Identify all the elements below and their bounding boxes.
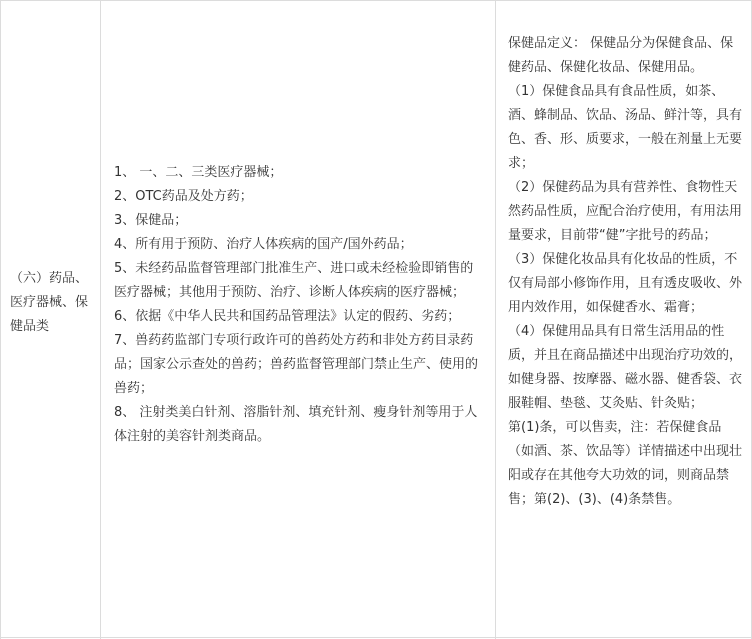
list-item: 7、兽药药监部门专项行政许可的兽药处方药和非处方药目录药品；国家公示查处的兽药；兽药监督管理部门禁止生产、使用的兽药； [114,333,479,396]
note-paragraph: （4）保健用品具有日常生活用品的性质，并且在商品描述中出现治疗功效的，如健身器、按摩器、磁水器、健香袋、衣服鞋帽、垫毯、艾灸贴、针灸贴； [508,324,743,411]
note-paragraph: （1）保健食品具有食品性质，如茶、酒、蜂制品、饮品、汤品、鲜汁等，具有色、香、形、质要求，一般在剂量上无要求； [508,84,743,171]
note-paragraph: （3）保健化妆品具有化妆品的性质，不仅有局部小修饰作用，且有透皮吸收、外用内效作用，如保健香水、霜膏； [508,252,743,315]
note-paragraph: 保健品定义： 保健品分为保健食品、保健药品、保健化妆品、保健用品。 [508,36,734,75]
prohibited-items-cell [114,161,486,449]
note-paragraph: （2）保健药品为具有营养性、食物性天然药品性质，应配合治疗使用，有用法用量要求，目前带“健”字批号的药品； [508,180,743,243]
list-item: 5、未经药品监督管理部门批准生产、进口或未经检验即销售的医疗器械；其他用于预防、治疗、诊断人体疾病的医疗器械； [114,261,474,300]
column-divider-2 [495,1,496,639]
list-item: 1、 一、二、三类医疗器械； [114,165,283,180]
list-item: 6、依据《中华人民共和国药品管理法》认定的假药、劣药； [114,309,461,324]
list-item: 8、 注射类美白针剂、溶脂针剂、填充针剂、瘦身针剂等用于人体注射的美容针剂类商品。 [114,405,478,444]
note-paragraph: 第(1)条，可以售卖，注：若保健食品（如酒、茶、饮品等）详情描述中出现壮阳或存在其他夸大功效的词，则商品禁售；第(2)、(3)、(4)条禁售。 [508,420,743,507]
notes-cell [508,32,742,512]
list-item: 3、保健品； [114,213,188,228]
table-border-left [0,1,1,639]
list-item: 4、所有用于预防、治疗人体疾病的国产/国外药品； [114,237,413,252]
column-divider-1 [100,1,101,639]
category-cell [10,267,92,339]
category-text: （六）药品、医疗器械、保健品类 [10,271,89,334]
list-item: 2、OTC药品及处方药； [114,189,253,204]
row-divider [0,637,752,638]
